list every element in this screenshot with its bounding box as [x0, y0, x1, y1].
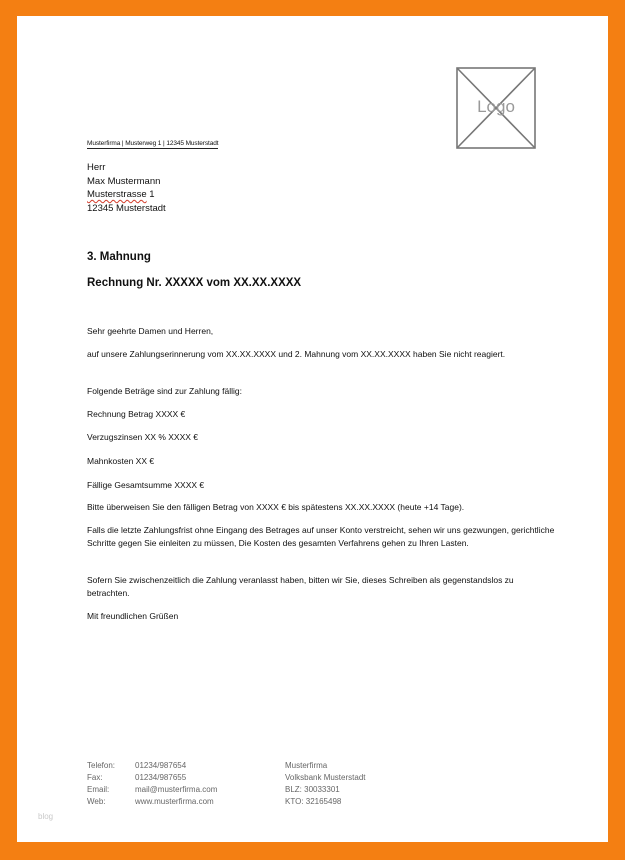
sender-line: Musterfirma | Musterweg 1 | 12345 Musterstadt: [87, 140, 219, 147]
footer-value: 01234/987655: [135, 773, 187, 782]
recipient-house-number: 1: [146, 189, 155, 200]
document-subject: Rechnung Nr. XXXXX vom XX.XX.XXXX: [87, 277, 302, 289]
footer-blz: BLZ: 30033301: [285, 785, 340, 794]
footer-bank: [285, 760, 365, 808]
footer-row-phone: [87, 760, 217, 772]
footer-label: Email:: [87, 785, 110, 794]
footer-account: KTO: 32165498: [285, 797, 342, 806]
recipient-street: Musterstrasse: [87, 189, 147, 200]
footer-row-email: [87, 784, 217, 796]
invoice-amount-line: Rechnung Betrag XXXX €: [87, 409, 186, 419]
recipient-city: 12345 Musterstadt: [87, 202, 166, 214]
footer-label: Web:: [87, 797, 106, 806]
logo-placeholder: [456, 67, 536, 149]
document-heading: 3. Mahnung: [87, 251, 151, 263]
closing: Mit freundlichen Grüßen: [87, 611, 179, 621]
intro-paragraph: auf unsere Zahlungserinnerung vom XX.XX.XXXX und 2. Mahnung vom XX.XX.XXXX haben Sie nicht reagiert.: [87, 349, 506, 359]
footer-row-fax: [87, 772, 217, 784]
recipient-name: Max Mustermann: [87, 175, 161, 187]
footer-value: 01234/987654: [135, 761, 187, 770]
recipient-address: [87, 161, 166, 215]
fees-line: Mahnkosten XX €: [87, 456, 155, 466]
logo-label: Logo: [477, 97, 515, 116]
total-line: Fällige Gesamtsumme XXXX €: [87, 480, 205, 490]
image-placeholder-icon: [456, 67, 536, 149]
payment-request: Bitte überweisen Sie den fälligen Betrag von XXXX € bis spätestens XX.XX.XXXX (heute +14 Tage).: [87, 502, 465, 512]
greeting: Sehr geehrte Damen und Herren,: [87, 326, 214, 336]
disregard-paragraph: Sofern Sie zwischenzeitlich die Zahlung veranlasst haben, bitten wir Sie, dieses Schreiben als gegenstandslos zu betrachten.: [87, 575, 514, 598]
recipient-salutation: Herr: [87, 162, 106, 173]
warning-paragraph: Falls die letzte Zahlungsfrist ohne Eingang des Betrages auf unser Konto verstreicht, sehen wir uns gezwungen, gerichtliche Schritte gegen Sie einleiten zu müssen, Die Kosten des gesamten Verfahrens gehen zu Ihren Lasten.: [87, 525, 555, 548]
interest-line: Verzugszinsen XX % XXXX €: [87, 432, 199, 442]
letter-page: [17, 16, 608, 842]
watermark: blog: [38, 812, 54, 821]
footer-bank-name: Volksbank Musterstadt: [285, 773, 366, 782]
footer-value: mail@musterfirma.com: [135, 785, 218, 794]
footer-company: Musterfirma: [285, 761, 328, 770]
recipient-street-line: [87, 188, 166, 202]
footer-value: www.musterfirma.com: [135, 797, 214, 806]
footer-label: Telefon:: [87, 761, 116, 770]
footer-label: Fax:: [87, 773, 103, 782]
footer-row-web: [87, 796, 217, 808]
footer-contact: [87, 760, 217, 808]
amounts-intro: Folgende Beträge sind zur Zahlung fällig:: [87, 386, 242, 396]
